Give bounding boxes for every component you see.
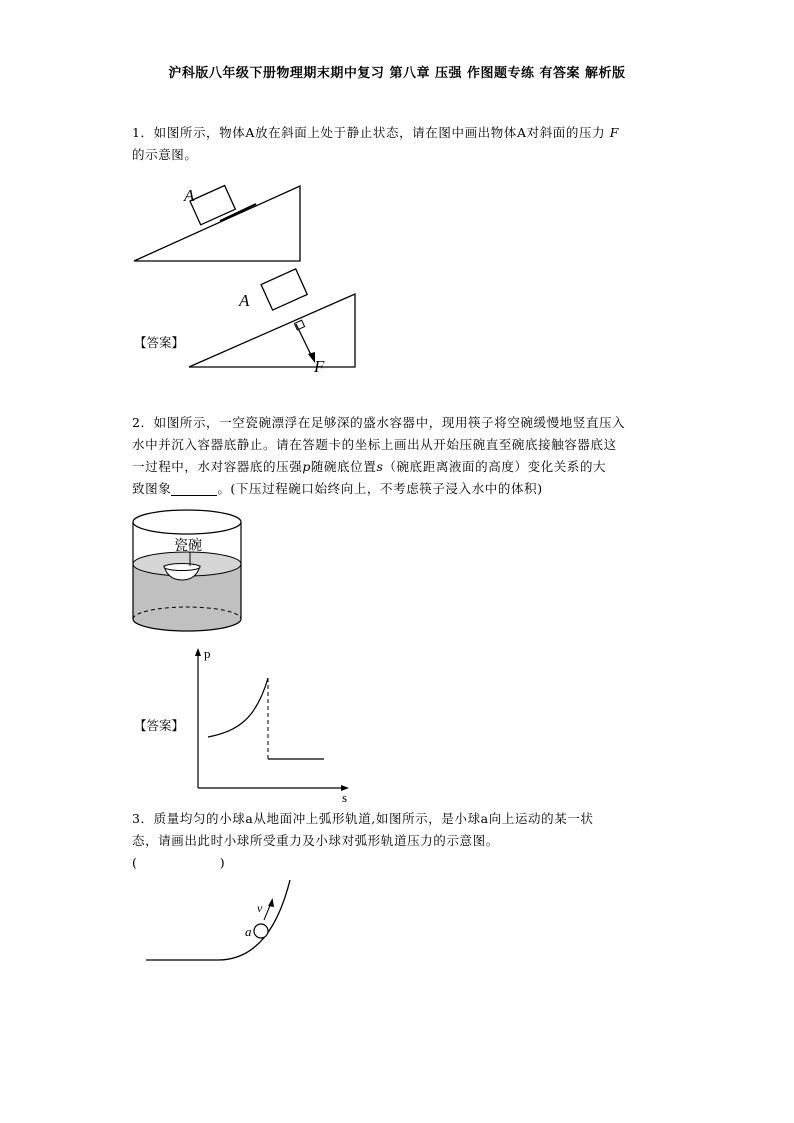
q3-answer-bracket: ( ): [132, 855, 226, 870]
ball-a: [254, 924, 268, 938]
bowl-label: 瓷碗: [174, 538, 202, 554]
q2-answer-label: 【答案】: [134, 718, 185, 733]
q1-incline-figure: [128, 166, 308, 266]
q1-text-line1: 1．如图所示，物体A放在斜面上处于静止状态，请在图中画出物体A对斜面的压力: [132, 125, 606, 140]
curved-track: [146, 880, 290, 960]
question-1-text: [132, 122, 662, 166]
question-2-text: [132, 412, 662, 500]
q2-line3b: 随碗底位置: [310, 459, 377, 474]
q1-answer-label: 【答案】: [134, 335, 185, 350]
bowl-rim: [164, 564, 200, 571]
answer-block-label: A: [239, 291, 250, 310]
q2-line4b: 。(下压过程碗口始终向上，不考虑筷子浸入水中的体积): [217, 481, 543, 496]
q3-line1: 3．质量均匀的小球a从地面冲上弧形轨道,如图所示，是小球a向上运动的某一状: [132, 811, 594, 826]
q2-answer-graph: [188, 645, 358, 805]
page-title: 沪科版八年级下册物理期末期中复习 第八章 压强 作图题专练 有答案 解析版: [168, 66, 626, 81]
y-axis-label: p: [204, 646, 211, 661]
q2-line2: 水中并沉入容器底静止。请在答题卡的坐标上画出从开始压碗直至碗底接触容器底这: [132, 437, 617, 452]
q3-track-figure: [140, 876, 300, 968]
q2-line3c: （碗底距离液面的高度）变化关系的大: [383, 459, 607, 474]
x-axis-label: s: [342, 790, 348, 805]
answer-blank: [171, 481, 217, 496]
q3-line2: 态，请画出此时小球所受重力及小球对弧形轨道压力的示意图。: [132, 833, 499, 848]
q2-line3a: 一过程中，水对容器底的压强: [132, 459, 303, 474]
velocity-arrow-head: [268, 898, 274, 907]
q1-force-symbol: F: [609, 125, 620, 140]
ball-label: a: [245, 924, 252, 939]
q1-text-line2: 的示意图。: [132, 147, 198, 162]
q1-answer-figure: [185, 268, 365, 376]
q2-s-symbol: s: [376, 459, 384, 474]
pressure-curve: [208, 678, 268, 737]
container-rim: [133, 510, 241, 534]
q2-container-figure: [132, 508, 244, 634]
block-label-a: A: [184, 186, 195, 205]
q2-line1: 2．如图所示，一空瓷碗漂浮在足够深的盛水容器中，现用筷子将空碗缓慢地竖直压入: [132, 415, 626, 430]
y-axis-arrow: [195, 648, 201, 656]
q2-line4a: 致图象: [132, 481, 172, 496]
answer-block-a: [261, 269, 307, 310]
velocity-label: v: [257, 901, 263, 915]
q2-p-symbol: p: [302, 459, 311, 474]
question-3-text: [132, 808, 662, 874]
force-label: F: [314, 357, 325, 376]
